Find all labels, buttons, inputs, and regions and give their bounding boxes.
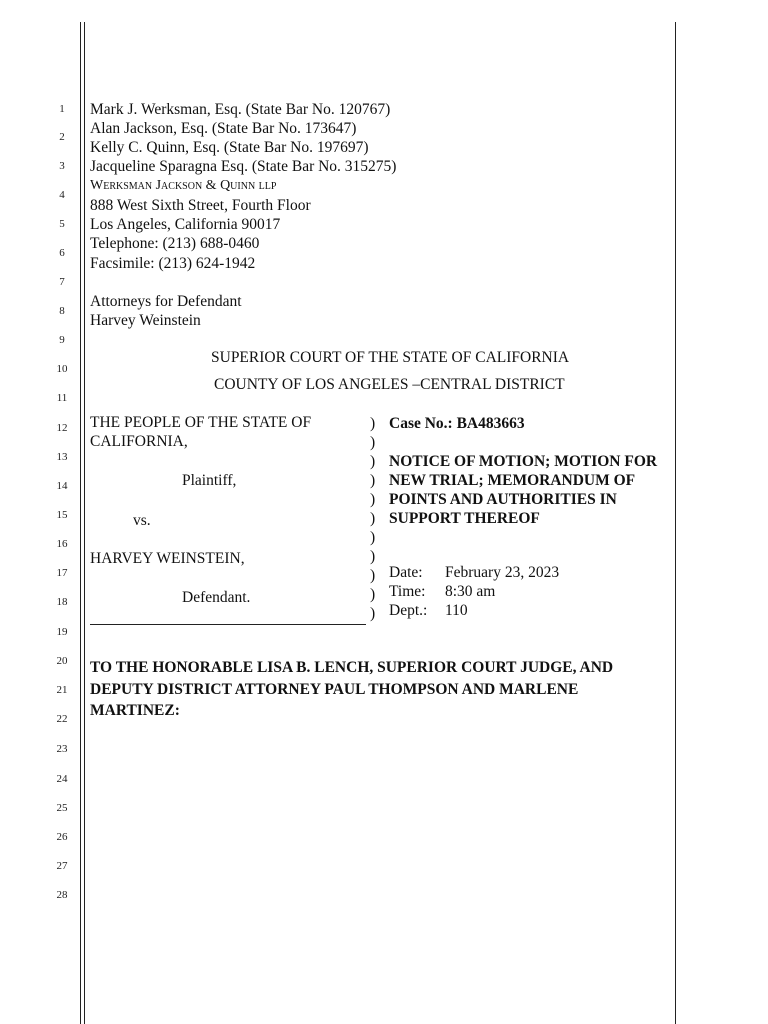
caption-paren: ) — [370, 415, 376, 432]
caption-paren: ) — [370, 567, 376, 584]
line-number: 28 — [56, 889, 68, 901]
line-number: 3 — [59, 160, 65, 172]
addressee-line: DEPUTY DISTRICT ATTORNEY PAUL THOMPSON AND MARLENE — [90, 681, 579, 698]
document-title-line: POINTS AND AUTHORITIES IN — [389, 491, 617, 508]
line-number: 13 — [56, 451, 68, 463]
case-number: Case No.: BA483663 — [389, 415, 525, 432]
left-margin-rule-inner — [84, 22, 85, 1024]
line-number: 21 — [56, 684, 68, 696]
document-title-line: NOTICE OF MOTION; MOTION FOR — [389, 453, 658, 470]
caption-paren: ) — [370, 548, 376, 565]
line-number: 16 — [56, 538, 68, 550]
line-number: 19 — [56, 626, 68, 638]
hearing-time-label: Time: — [389, 583, 426, 600]
defendant-name: HARVEY WEINSTEIN, — [90, 550, 245, 567]
line-number: 22 — [56, 713, 68, 725]
attorney-line: Jacqueline Sparagna Esq. (State Bar No. 315275) — [90, 158, 397, 175]
line-number: 8 — [59, 305, 65, 317]
caption-paren: ) — [370, 605, 376, 622]
client-name: Harvey Weinstein — [90, 312, 201, 329]
telephone-number: Telephone: (213) 688-0460 — [90, 235, 260, 252]
line-number: 4 — [59, 189, 65, 201]
line-number: 26 — [56, 831, 68, 843]
attorney-line: Mark J. Werksman, Esq. (State Bar No. 120767) — [90, 101, 391, 118]
firm-address-line-1: 888 West Sixth Street, Fourth Floor — [90, 197, 311, 214]
law-firm-name: Werksman Jackson & Quinn llp — [90, 178, 277, 193]
plaintiff-name: THE PEOPLE OF THE STATE OF — [90, 414, 312, 431]
left-margin-rule-outer — [80, 22, 81, 1024]
caption-paren: ) — [370, 529, 376, 546]
line-number: 24 — [56, 773, 68, 785]
hearing-time-value: 8:30 am — [445, 583, 496, 600]
line-number: 18 — [56, 596, 68, 608]
caption-paren: ) — [370, 434, 376, 451]
line-number: 1 — [59, 103, 65, 115]
firm-address-line-2: Los Angeles, California 90017 — [90, 216, 281, 233]
caption-paren: ) — [370, 453, 376, 470]
line-number: 11 — [56, 392, 68, 404]
line-number: 5 — [59, 218, 65, 230]
caption-paren: ) — [370, 510, 376, 527]
defendant-label: Defendant. — [182, 589, 251, 606]
line-number: 25 — [56, 802, 68, 814]
court-name: SUPERIOR COURT OF THE STATE OF CALIFORNIA — [211, 349, 570, 366]
hearing-dept-value: 110 — [445, 602, 468, 619]
caption-paren: ) — [370, 586, 376, 603]
attorney-line: Alan Jackson, Esq. (State Bar No. 173647) — [90, 120, 357, 137]
line-number: 7 — [59, 276, 65, 288]
versus-label: vs. — [133, 512, 151, 529]
addressee-line: TO THE HONORABLE LISA B. LENCH, SUPERIOR COURT JUDGE, AND — [90, 659, 614, 676]
attorney-line: Kelly C. Quinn, Esq. (State Bar No. 197697) — [90, 139, 369, 156]
hearing-dept-label: Dept.: — [389, 602, 428, 619]
document-title-line: SUPPORT THEREOF — [389, 510, 540, 527]
caption-underline — [90, 624, 366, 625]
line-number: 10 — [56, 363, 68, 375]
line-number: 20 — [56, 655, 68, 667]
plaintiff-label: Plaintiff, — [182, 472, 237, 489]
line-number: 9 — [59, 334, 65, 346]
line-number: 15 — [56, 509, 68, 521]
hearing-date-value: February 23, 2023 — [445, 564, 560, 581]
facsimile-number: Facsimile: (213) 624-1942 — [90, 255, 256, 272]
hearing-date — [389, 563, 559, 582]
line-number: 12 — [56, 422, 68, 434]
line-number: 17 — [56, 567, 68, 579]
hearing-time — [389, 582, 495, 601]
line-number: 6 — [59, 247, 65, 259]
line-number: 2 — [59, 131, 65, 143]
addressee-line: MARTINEZ: — [90, 702, 180, 719]
hearing-date-label: Date: — [389, 564, 423, 581]
line-number: 23 — [56, 743, 68, 755]
caption-paren: ) — [370, 472, 376, 489]
court-district: COUNTY OF LOS ANGELES –CENTRAL DISTRICT — [214, 376, 565, 393]
document-title-line: NEW TRIAL; MEMORANDUM OF — [389, 472, 636, 489]
plaintiff-name-cont: CALIFORNIA, — [90, 433, 188, 450]
hearing-dept — [389, 601, 468, 620]
right-margin-rule — [675, 22, 676, 1024]
caption-paren: ) — [370, 491, 376, 508]
attorneys-for-label: Attorneys for Defendant — [90, 293, 242, 310]
line-number: 27 — [56, 860, 68, 872]
line-number: 14 — [56, 480, 68, 492]
